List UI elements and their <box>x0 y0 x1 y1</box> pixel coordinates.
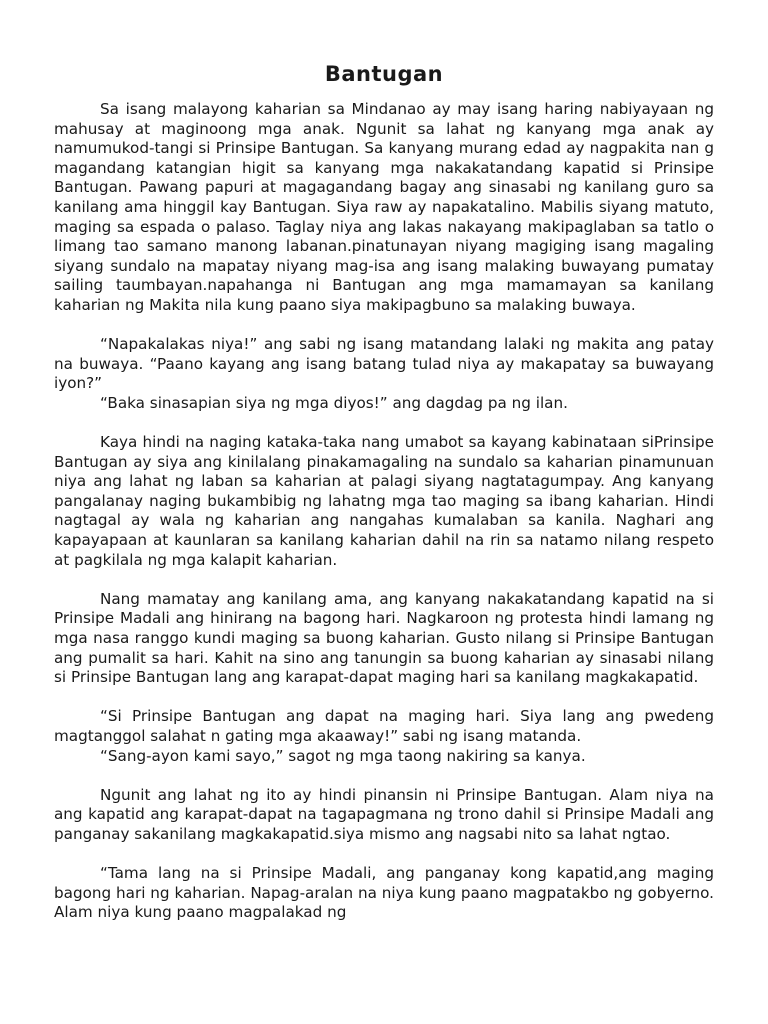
paragraph: Sa isang malayong kaharian sa Mindanao ay may isang haring nabiyayaan ng mahusay at maginoong mga anak. Ngunit sa lahat ng kanyang mga anak ay namumukod-tangi si Prinsipe Bantugan. Sa kanyang murang edad ay nagpakita nan g magandang katangian higit sa kanyang mga nakakatandang kapatid si Prinsipe Bantugan. Pawang papuri at magagandang bagay ang sinasabi ng kanilang guro sa kanilang ama hinggil kay Bantugan. Siya raw ay napakatalino. Mabilis siyang matuto, maging sa espada o palaso. Taglay niya ang lakas nakayang makipaglaban sa tatlo o limang tao samano manong labanan.pinatunayan niyang magiging isang magaling siyang sundalo na mapatay niyang mag-isa ang isang malaking buwayang pumatay sailing taumbayan.napahanga ni Bantugan ang mga mamamayan sa kanilang kaharian ng Makita nila kung paano siya makipagbuno sa malaking buwaya. <box>54 100 714 314</box>
document-title: Bantugan <box>324 62 444 86</box>
paragraph: “Tama lang na si Prinsipe Madali, ang panganay kong kapatid,ang maging bagong hari ng kaharian. Napag-aralan na niya kung paano magpatakbo ng gobyerno. Alam niya kung paano magpalakad ng <box>54 864 714 922</box>
paragraph: Kaya hindi na naging kataka-taka nang umabot sa kayang kabinataan siPrinsipe Bantugan ay siya ang kinilalang pinakamagaling na sundalo sa kaharian pinamunuan niya ang lahat ng laban sa kaharian at palagi siyang nagtatagumpay. Ang kanyang pangalanay naging bukambibig ng lahatng mga tao maging sa ibang kaharian. Hindi nagtagal ay wala ng kaharian ang nangahas kumalaban sa kanila. Naghari ang kapayapaan at kaunlaran sa kanilang kaharian dahil na rin sa natamo nilang respeto at pagkilala ng mga kalapit kaharian. <box>54 433 714 569</box>
paragraph: “Si Prinsipe Bantugan ang dapat na maging hari. Siya lang ang pwedeng magtanggol salahat n gating mga akaaway!” sabi ng isang matanda. <box>54 707 714 745</box>
paragraph: Nang mamatay ang kanilang ama, ang kanyang nakakatandang kapatid na si Prinsipe Madali ang hinirang na bagong hari. Nagkaroon ng protesta hindi lamang ng mga nasa ranggo kundi maging sa buong kaharian. Gusto nilang si Prinsipe Bantugan ang pumalit sa hari. Kahit na sino ang tanungin sa buong kaharian ay sinasabi nilang si Prinsipe Bantugan lang ang karapat-dapat maging hari sa kanilang magkakapatid. <box>54 589 714 687</box>
paragraph: “Baka sinasapian siya ng mga diyos!” ang dagdag pa ng ilan. <box>100 393 568 412</box>
paragraph: “Sang-ayon kami sayo,” sagot ng mga taong nakiring sa kanya. <box>100 746 586 765</box>
paragraph: “Napakalakas niya!” ang sabi ng isang matandang lalaki ng makita ang patay na buwaya. “Paano kayang ang isang batang tulad niya ay makapatay sa buwayang iyon?” <box>54 335 714 393</box>
paragraph: Ngunit ang lahat ng ito ay hindi pinansin ni Prinsipe Bantugan. Alam niya na ang kapatid ang karapat-dapat na tagapagmana ng trono dahil si Prinsipe Madali ang panganay sakanilang magkakapatid.siya mismo ang nagsabi nito sa lahat ngtao. <box>54 785 714 843</box>
document-body <box>54 100 714 943</box>
